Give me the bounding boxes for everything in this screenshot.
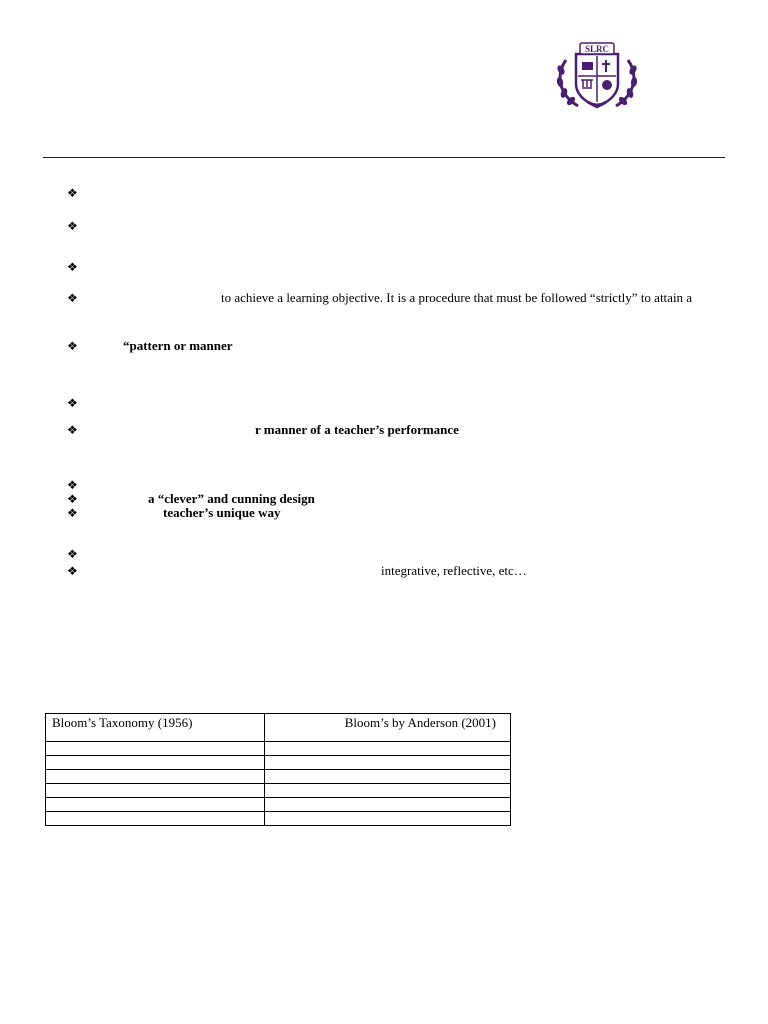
table-cell <box>265 784 511 798</box>
table-header-cell: Bloom’s Taxonomy (1956) <box>46 714 265 742</box>
header-rule <box>43 157 725 158</box>
svg-text:SLRC: SLRC <box>584 44 610 54</box>
fragment-procedure: to achieve a learning objective. It is a procedure that must be followed “strictly” to attain a <box>221 290 693 305</box>
fragment-clever: a “clever” and cunning design <box>148 491 315 506</box>
bullet-11: ❖ <box>67 547 78 561</box>
bullet-2: ❖ <box>67 219 78 233</box>
table-cell <box>46 784 265 798</box>
table-cell <box>46 812 265 826</box>
bullet-4: ❖ <box>67 291 78 305</box>
bullet-6: ❖ <box>67 396 78 410</box>
table-cell <box>46 770 265 784</box>
table-cell <box>46 798 265 812</box>
fragment-pattern: “pattern or manner <box>123 338 233 353</box>
bloom-table <box>45 713 511 826</box>
table-cell <box>265 798 511 812</box>
fragment-unique: teacher’s unique way <box>163 505 281 520</box>
table-cell <box>265 770 511 784</box>
bullet-12: ❖ <box>67 564 78 578</box>
school-crest-icon <box>552 40 642 112</box>
table-cell <box>265 756 511 770</box>
bullet-9: ❖ <box>67 492 78 506</box>
bullet-1: ❖ <box>67 186 78 200</box>
table-row <box>46 798 511 812</box>
table-row <box>46 742 511 756</box>
table-header-row <box>46 714 511 742</box>
table-row <box>46 812 511 826</box>
fragment-integrative: integrative, reflective, etc… <box>381 563 527 578</box>
fragment-performance: r manner of a teacher’s performance <box>255 422 459 437</box>
table-cell <box>265 812 511 826</box>
bullet-8: ❖ <box>67 478 78 492</box>
bullet-3: ❖ <box>67 260 78 274</box>
table-cell <box>46 756 265 770</box>
table-cell <box>46 742 265 756</box>
table-cell <box>265 742 511 756</box>
bullet-5: ❖ <box>67 339 78 353</box>
table-row <box>46 770 511 784</box>
table-row <box>46 784 511 798</box>
bullet-7: ❖ <box>67 423 78 437</box>
bullet-10: ❖ <box>67 506 78 520</box>
table-row <box>46 756 511 770</box>
table-header-cell: Bloom’s by Anderson (2001) <box>265 714 511 742</box>
